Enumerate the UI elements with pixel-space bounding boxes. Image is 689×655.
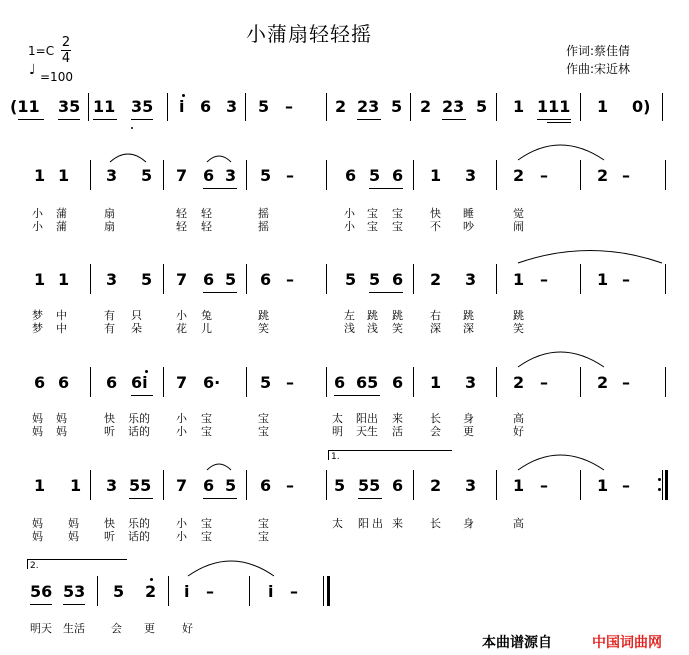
lyric: 长 xyxy=(430,412,441,425)
dash: – xyxy=(540,476,548,495)
lyric: 宝 xyxy=(392,220,403,233)
lyric: 宝 xyxy=(258,517,269,530)
lyric: 宝 xyxy=(258,412,269,425)
lyric: 宝 xyxy=(201,517,212,530)
note: 2 xyxy=(513,166,525,185)
lyric: 来 xyxy=(392,412,403,425)
lyric: 宝 xyxy=(258,530,269,543)
dash: – xyxy=(622,476,630,495)
lyric: 吵 xyxy=(463,220,474,233)
lyric: 来 xyxy=(392,517,403,530)
lyric: 觉 xyxy=(513,207,524,220)
lyric: 出 xyxy=(372,517,383,530)
lyric: 会 xyxy=(430,425,441,438)
dash: – xyxy=(290,582,298,601)
key-signature: 1=C xyxy=(28,44,55,58)
note: 3 xyxy=(465,270,477,289)
note: 6 xyxy=(260,270,272,289)
lyric: 跳 xyxy=(463,309,474,322)
note: 1 xyxy=(513,97,525,116)
note: 5 xyxy=(141,270,153,289)
note: 55 xyxy=(358,476,381,495)
note: 6 xyxy=(345,166,357,185)
note: 1 xyxy=(597,270,609,289)
lyric: 话的 xyxy=(128,530,150,543)
note: 6 xyxy=(392,270,404,289)
note: 3 xyxy=(465,476,477,495)
lyric: 更 xyxy=(144,622,155,635)
lyric: 扇 xyxy=(104,220,115,233)
lyric: 身 xyxy=(463,412,474,425)
note: 1 xyxy=(34,166,46,185)
lyric: 轻 xyxy=(176,220,187,233)
lyric: 小 xyxy=(176,530,187,543)
note: 35 xyxy=(131,97,154,116)
lyric: 儿 xyxy=(201,322,212,335)
dash: – xyxy=(286,166,294,185)
lyric: 跳 xyxy=(258,309,269,322)
dash: – xyxy=(540,270,548,289)
tempo-value: =100 xyxy=(40,70,73,84)
note: 2 xyxy=(597,166,609,185)
song-title: 小蒲扇轻轻摇 xyxy=(246,22,372,46)
note: (11 xyxy=(10,97,40,116)
note: 6 xyxy=(106,373,118,392)
note: 6 xyxy=(392,373,404,392)
lyric: 快 xyxy=(104,412,115,425)
lyric: 宝 xyxy=(367,220,378,233)
time-bottom: 4 xyxy=(61,51,71,66)
note: 2 xyxy=(145,582,157,601)
lyric: 闹 xyxy=(513,220,524,233)
volta-label: 1. xyxy=(331,452,340,462)
lyric: 蒲 xyxy=(56,220,67,233)
note: 23 xyxy=(357,97,380,116)
note: 2 xyxy=(513,373,525,392)
note: 5 xyxy=(345,270,357,289)
lyric: 话的 xyxy=(128,425,150,438)
note: 5 xyxy=(260,166,272,185)
lyric: 小 xyxy=(32,220,43,233)
lyric: 阳出 xyxy=(356,412,378,425)
tie-arc xyxy=(518,455,604,470)
site-link[interactable]: 中国词曲网 xyxy=(592,635,662,651)
note: 1 xyxy=(430,373,442,392)
note: 0) xyxy=(632,97,651,116)
lyric: 快 xyxy=(104,517,115,530)
note: 65 xyxy=(356,373,379,392)
note: 3 xyxy=(106,476,118,495)
note: i xyxy=(268,582,274,601)
note: 7 xyxy=(176,476,188,495)
lyric: 阳 xyxy=(358,517,369,530)
lyric: 会 xyxy=(111,622,122,635)
lyric: 扇 xyxy=(104,207,115,220)
lyric: 跳 xyxy=(513,309,524,322)
lyric: 摇 xyxy=(258,220,269,233)
note: 5 xyxy=(225,476,237,495)
lyric: 跳 xyxy=(367,309,378,322)
lyric: 小 xyxy=(176,517,187,530)
note: 1 xyxy=(430,166,442,185)
note: 3 xyxy=(225,166,237,185)
lyric: 花 xyxy=(176,322,187,335)
dash: – xyxy=(540,166,548,185)
lyric: 睡 xyxy=(463,207,474,220)
note: 1 xyxy=(70,476,82,495)
note: 5 xyxy=(258,97,270,116)
lyric: 小 xyxy=(176,425,187,438)
note: 6 xyxy=(203,476,215,495)
lyric: 好 xyxy=(182,622,193,635)
lyric: 听 xyxy=(104,530,115,543)
note: 2 xyxy=(597,373,609,392)
note: 6 xyxy=(392,166,404,185)
lyric: 轻 xyxy=(176,207,187,220)
lyric: 中 xyxy=(56,322,67,335)
note: 3 xyxy=(465,373,477,392)
note: 5 xyxy=(260,373,272,392)
lyric: 妈 xyxy=(32,517,43,530)
lyric: 笑 xyxy=(392,322,403,335)
lyric: 有 xyxy=(104,309,115,322)
note: 6 xyxy=(200,97,212,116)
note: 1 xyxy=(597,97,609,116)
lyric: 有 xyxy=(104,322,115,335)
note: 1 xyxy=(34,476,46,495)
lyric: 兔 xyxy=(201,309,212,322)
lyric: 明 xyxy=(332,425,343,438)
lyric: 中 xyxy=(56,309,67,322)
lyric: 生活 xyxy=(63,622,85,635)
lyric: 太 xyxy=(332,517,343,530)
lyric: 身 xyxy=(463,517,474,530)
note: 6 xyxy=(203,166,215,185)
note: 3 xyxy=(106,270,118,289)
note: 111 xyxy=(537,97,571,116)
note: 6 xyxy=(392,476,404,495)
tie-arc xyxy=(518,251,662,264)
note: 1 xyxy=(58,270,70,289)
note: 2 xyxy=(335,97,347,116)
volta-label: 2. xyxy=(30,561,39,571)
note: 6i xyxy=(131,373,148,392)
note: 1 xyxy=(58,166,70,185)
lyric: 快 xyxy=(430,207,441,220)
lyric: 宝 xyxy=(201,425,212,438)
note: 1 xyxy=(34,270,46,289)
lyric: 乐的 xyxy=(128,412,150,425)
lyric: 高 xyxy=(513,517,524,530)
note: 53 xyxy=(63,582,86,601)
lyric: 小 xyxy=(32,207,43,220)
note: 3 xyxy=(106,166,118,185)
note: 5 xyxy=(113,582,125,601)
lyric: 小 xyxy=(176,309,187,322)
note: 56 xyxy=(30,582,53,601)
lyric: 宝 xyxy=(367,207,378,220)
tie-arc xyxy=(518,352,604,367)
lyricist: 作词:蔡佳倩 xyxy=(566,44,631,58)
source-label: 本曲谱源自 xyxy=(482,635,552,651)
slur-arc xyxy=(110,154,146,162)
time-top: 2 xyxy=(61,35,71,50)
note: 35 xyxy=(58,97,81,116)
note: 1 xyxy=(513,270,525,289)
lyric: 跳 xyxy=(392,309,403,322)
lyric: 更 xyxy=(463,425,474,438)
lyric: 只 xyxy=(131,309,142,322)
note: 2 xyxy=(430,270,442,289)
lyric: 深 xyxy=(430,322,441,335)
note: 6· xyxy=(203,373,221,392)
lyric: 轻 xyxy=(201,220,212,233)
lyric: 左 xyxy=(344,309,355,322)
quarter-note-icon: ♩ xyxy=(29,62,36,78)
note: i xyxy=(179,97,185,116)
note: 1 xyxy=(513,476,525,495)
lyric: 梦 xyxy=(32,309,43,322)
lyric: 笑 xyxy=(258,322,269,335)
lyric: 笑 xyxy=(513,322,524,335)
lyric: 宝 xyxy=(201,412,212,425)
note: i xyxy=(184,582,190,601)
note: 7 xyxy=(176,166,188,185)
lyric: 长 xyxy=(430,517,441,530)
lyric: 轻 xyxy=(201,207,212,220)
note: 5 xyxy=(369,166,381,185)
lyric: 蒲 xyxy=(56,207,67,220)
note: 5 xyxy=(225,270,237,289)
note: 6 xyxy=(58,373,70,392)
dash: – xyxy=(286,373,294,392)
lyric: 妈 xyxy=(56,425,67,438)
lyric: 妈 xyxy=(32,530,43,543)
tie-arc xyxy=(518,145,604,160)
note: 5 xyxy=(141,166,153,185)
note: 5 xyxy=(369,270,381,289)
lyric: 妈 xyxy=(68,530,79,543)
lyric: 妈 xyxy=(32,425,43,438)
lyric: 妈 xyxy=(56,412,67,425)
note: 5 xyxy=(391,97,403,116)
lyric: 朵 xyxy=(131,322,142,335)
lyric: 浅 xyxy=(367,322,378,335)
lyric: 好 xyxy=(513,425,524,438)
lyric: 宝 xyxy=(392,207,403,220)
lyric: 小 xyxy=(344,207,355,220)
composer: 作曲:宋近林 xyxy=(566,62,631,76)
note: 55 xyxy=(129,476,152,495)
note: 23 xyxy=(442,97,465,116)
note: 6 xyxy=(203,270,215,289)
lyric: 浅 xyxy=(344,322,355,335)
lyric: 梦 xyxy=(32,322,43,335)
dash: – xyxy=(206,582,214,601)
dash: – xyxy=(540,373,548,392)
lyric: 妈 xyxy=(68,517,79,530)
dash: – xyxy=(622,270,630,289)
note: 7 xyxy=(176,373,188,392)
note: 6 xyxy=(34,373,46,392)
lyric: 宝 xyxy=(201,530,212,543)
lyric: 乐的 xyxy=(128,517,150,530)
slur-arc xyxy=(207,464,231,470)
lyric: 小 xyxy=(176,412,187,425)
note: 7 xyxy=(176,270,188,289)
lyric: 摇 xyxy=(258,207,269,220)
lyric: 右 xyxy=(430,309,441,322)
lyric: 深 xyxy=(463,322,474,335)
lyric: 明天 xyxy=(30,622,52,635)
lyric: 天生 xyxy=(356,425,378,438)
note: 6 xyxy=(334,373,346,392)
lyric: 不 xyxy=(430,220,441,233)
note: 1 xyxy=(597,476,609,495)
note: 6 xyxy=(260,476,272,495)
dash: – xyxy=(285,97,293,116)
note: 11 xyxy=(93,97,116,116)
note: 3 xyxy=(465,166,477,185)
note: 3 xyxy=(226,97,238,116)
lyric: 妈 xyxy=(32,412,43,425)
dash: – xyxy=(622,166,630,185)
note: 2 xyxy=(430,476,442,495)
lyric: 活 xyxy=(392,425,403,438)
note: 5 xyxy=(476,97,488,116)
lyric: 宝 xyxy=(258,425,269,438)
lyric: 小 xyxy=(344,220,355,233)
note: 5 xyxy=(334,476,346,495)
tie-arc xyxy=(188,561,274,576)
slur-arc xyxy=(207,156,231,162)
lyric: 听 xyxy=(104,425,115,438)
note: 2 xyxy=(420,97,432,116)
lyric: 太 xyxy=(332,412,343,425)
lyric: 高 xyxy=(513,412,524,425)
dash: – xyxy=(622,373,630,392)
dash: – xyxy=(286,476,294,495)
dash: – xyxy=(286,270,294,289)
